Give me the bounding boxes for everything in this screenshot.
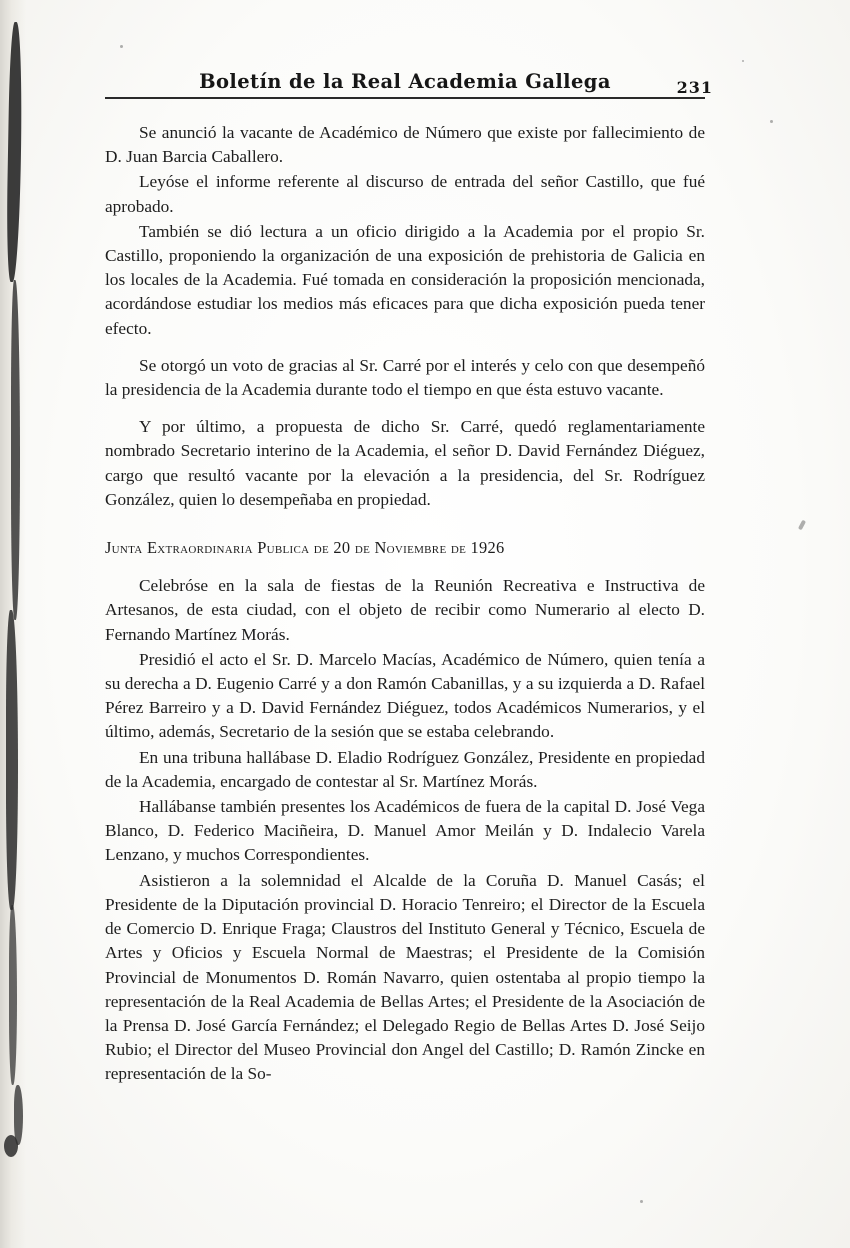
scan-speck [770,120,773,123]
paragraph: Y por último, a propuesta de dicho Sr. Carré, quedó reglamentariamente nombrado Secretario interino de la Academia, el señor D. David Fernández Diéguez, cargo que resultó vacante por la elevación a la presidencia, del Sr. Rodríguez González, quien lo desempeñaba en propiedad. [105,417,705,509]
body-text [105,121,705,1087]
paragraph: Se anunció la vacante de Académico de Número que existe por fallecimiento de D. Juan Barcia Caballero. [105,123,705,167]
scan-speck [120,45,123,48]
paragraph: Hallábanse también presentes los Académicos de fuera de la capital D. José Vega Blanco, D. Federico Maciñeira, D. Manuel Amor Meilán y D. Indalecio Varela Lenzano, y muchos Correspondientes. [105,797,705,865]
paragraph: Se otorgó un voto de gracias al Sr. Carré por el interés y celo con que desempeñó la presidencia de la Academia durante todo el tiempo en que ésta estuvo vacante. [105,355,705,400]
scan-artifact [9,905,17,1085]
paragraph: En una tribuna hallábase D. Eladio Rodríguez González, Presidente en propiedad de la Academia, encargado de contestar al Sr. Martínez Morás. [105,747,705,791]
scan-artifact [14,1085,23,1145]
paragraph: Celebróse en la sala de fiestas de la Reunión Recreativa e Instructiva de Artesanos, de esta ciudad, con el objeto de recibir como Numerario al electo D. Fernando Martínez Morás. [105,576,705,644]
scan-speck [798,520,806,531]
journal-title: Boletín de la Real Academia Gallega [199,70,611,93]
scan-speck [742,60,744,62]
scan-artifact [4,1135,18,1157]
page-content [105,70,713,1088]
paragraph: Asistieron a la solemnidad el Alcalde de la Coruña D. Manuel Casás; el Presidente de la Diputación provincial D. Horacio Tenreiro; el Director de la Escuela de Comercio D. Enrique Fraga; Claustros del Instituto General y Técnico, Escuela de Artes y Oficios y Escuela Normal de Maestras; el Presidente de la Comisión Provincial de Monumentos D. Román Navarro, quien ostentaba al propio tiempo la representación de la Real Academia de Bellas Artes; el Presidente de la Asociación de la Prensa D. José García Fernández; el Delegado Regio de Bellas Artes D. José Seijo Rubio; el Director del Museo Provincial don Angel del Castillo; D. Ramón Zincke en representación de la So- [105,870,705,1084]
paragraph: También se dió lectura a un oficio dirigido a la Academia por el propio Sr. Castillo, proponiendo la organización de una exposición de prehistoria de Galicia en los locales de la Academia. Fué tomada en consideración la proposición mencionada, acordándose estudiar los medios más eficaces para que dicha exposición pueda tener efecto. [105,221,705,338]
section-heading: Junta Extraordinaria Publica de 20 de Noviembre de 1926 [105,538,505,558]
paragraph: Presidió el acto el Sr. D. Marcelo Macías, Académico de Número, quien tenía a su derecha a D. Eugenio Carré y a don Ramón Cabanillas, y a su izquierda a D. Rafael Pérez Barreiro y a D. David Fernández Diéguez, todos Académicos Numerarios, y el último, además, Secretario de la sesión que se estaba celebrando. [105,649,705,742]
paragraph: Leyóse el informe referente al discurso de entrada del señor Castillo, que fué aprobado. [105,172,705,216]
page-number: 231 [676,78,713,97]
running-head [105,70,713,99]
header-divider [105,97,705,99]
scan-speck [640,1200,643,1203]
